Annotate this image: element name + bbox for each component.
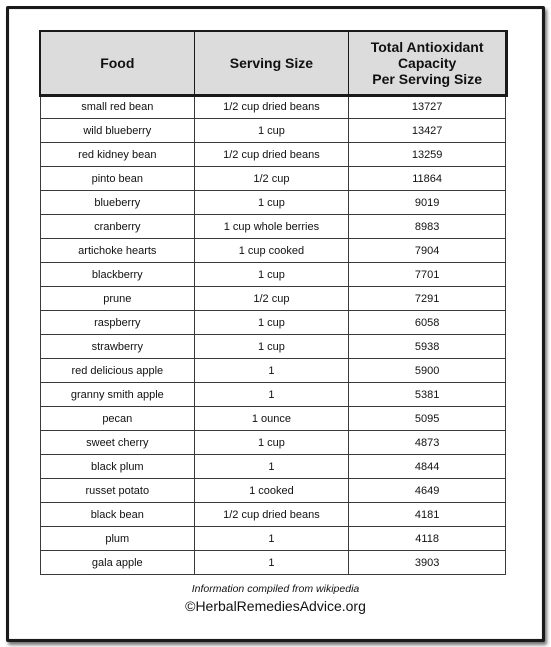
serving-size-cell: 1 cup bbox=[194, 431, 349, 455]
site-credit: ©HerbalRemediesAdvice.org bbox=[185, 598, 366, 614]
capacity-cell: 4649 bbox=[349, 479, 506, 503]
table-row bbox=[41, 167, 506, 191]
food-cell: wild blueberry bbox=[41, 119, 195, 143]
serving-size-cell: 1 cup bbox=[194, 311, 349, 335]
table-row bbox=[41, 479, 506, 503]
capacity-cell: 5938 bbox=[349, 335, 506, 359]
serving-size-cell: 1 cup bbox=[194, 191, 349, 215]
table-row bbox=[41, 191, 506, 215]
food-cell: pecan bbox=[41, 407, 195, 431]
serving-size-cell: 1/2 cup dried beans bbox=[194, 95, 349, 119]
capacity-cell: 7701 bbox=[349, 263, 506, 287]
serving-size-cell: 1 bbox=[194, 383, 349, 407]
table-row bbox=[41, 551, 506, 575]
food-cell: red kidney bean bbox=[41, 143, 195, 167]
capacity-cell: 6058 bbox=[349, 311, 506, 335]
food-cell: strawberry bbox=[41, 335, 195, 359]
food-cell: granny smith apple bbox=[41, 383, 195, 407]
table-row bbox=[41, 527, 506, 551]
table-row bbox=[41, 335, 506, 359]
food-cell: raspberry bbox=[41, 311, 195, 335]
table-row bbox=[41, 503, 506, 527]
header-capacity-line3: Per Serving Size bbox=[372, 71, 482, 87]
food-cell: gala apple bbox=[41, 551, 195, 575]
table-row bbox=[41, 311, 506, 335]
capacity-cell: 4873 bbox=[349, 431, 506, 455]
food-cell: artichoke hearts bbox=[41, 239, 195, 263]
food-cell: red delicious apple bbox=[41, 359, 195, 383]
table-row bbox=[41, 215, 506, 239]
capacity-cell: 7291 bbox=[349, 287, 506, 311]
serving-size-cell: 1 bbox=[194, 527, 349, 551]
food-cell: pinto bean bbox=[41, 167, 195, 191]
food-cell: prune bbox=[41, 287, 195, 311]
food-cell: black plum bbox=[41, 455, 195, 479]
serving-size-cell: 1/2 cup bbox=[194, 167, 349, 191]
capacity-cell: 4844 bbox=[349, 455, 506, 479]
serving-size-cell: 1 cup bbox=[194, 263, 349, 287]
capacity-cell: 5381 bbox=[349, 383, 506, 407]
table-row bbox=[41, 263, 506, 287]
capacity-cell: 11864 bbox=[349, 167, 506, 191]
serving-size-cell: 1 bbox=[194, 551, 349, 575]
capacity-cell: 5095 bbox=[349, 407, 506, 431]
capacity-cell: 9019 bbox=[349, 191, 506, 215]
table-row bbox=[41, 287, 506, 311]
food-cell: cranberry bbox=[41, 215, 195, 239]
capacity-cell: 8983 bbox=[349, 215, 506, 239]
serving-size-cell: 1 cup bbox=[194, 119, 349, 143]
table-row bbox=[41, 431, 506, 455]
antioxidant-table bbox=[40, 31, 506, 575]
serving-size-cell: 1 bbox=[194, 455, 349, 479]
header-antioxidant-capacity bbox=[349, 32, 506, 95]
header-serving-size: Serving Size bbox=[194, 32, 349, 95]
source-note: Information compiled from wikipedia bbox=[191, 583, 360, 595]
table-row bbox=[41, 359, 506, 383]
serving-size-cell: 1 cup whole berries bbox=[194, 215, 349, 239]
food-cell: blueberry bbox=[41, 191, 195, 215]
table-row bbox=[41, 239, 506, 263]
capacity-cell: 13259 bbox=[349, 143, 506, 167]
serving-size-cell: 1 ounce bbox=[194, 407, 349, 431]
table-row bbox=[41, 119, 506, 143]
capacity-cell: 3903 bbox=[349, 551, 506, 575]
table-row bbox=[41, 95, 506, 119]
food-cell: blackberry bbox=[41, 263, 195, 287]
table-row bbox=[41, 455, 506, 479]
table-row bbox=[41, 383, 506, 407]
serving-size-cell: 1/2 cup dried beans bbox=[194, 143, 349, 167]
capacity-cell: 5900 bbox=[349, 359, 506, 383]
capacity-cell: 4118 bbox=[349, 527, 506, 551]
capacity-cell: 13427 bbox=[349, 119, 506, 143]
capacity-cell: 13727 bbox=[349, 95, 506, 119]
serving-size-cell: 1 cup cooked bbox=[194, 239, 349, 263]
serving-size-cell: 1/2 cup dried beans bbox=[194, 503, 349, 527]
food-cell: black bean bbox=[41, 503, 195, 527]
capacity-cell: 7904 bbox=[349, 239, 506, 263]
serving-size-cell: 1 cooked bbox=[194, 479, 349, 503]
header-capacity-line2: Capacity bbox=[397, 55, 457, 71]
food-cell: russet potato bbox=[41, 479, 195, 503]
table-row bbox=[41, 407, 506, 431]
header-food: Food bbox=[41, 32, 195, 95]
header-capacity-line1: Total Antioxidant bbox=[370, 39, 484, 55]
serving-size-cell: 1 bbox=[194, 359, 349, 383]
serving-size-cell: 1/2 cup bbox=[194, 287, 349, 311]
capacity-cell: 4181 bbox=[349, 503, 506, 527]
food-cell: sweet cherry bbox=[41, 431, 195, 455]
serving-size-cell: 1 cup bbox=[194, 335, 349, 359]
food-cell: plum bbox=[41, 527, 195, 551]
table-header-row bbox=[41, 32, 506, 95]
food-cell: small red bean bbox=[41, 95, 195, 119]
table-row bbox=[41, 143, 506, 167]
table-body bbox=[41, 95, 506, 575]
